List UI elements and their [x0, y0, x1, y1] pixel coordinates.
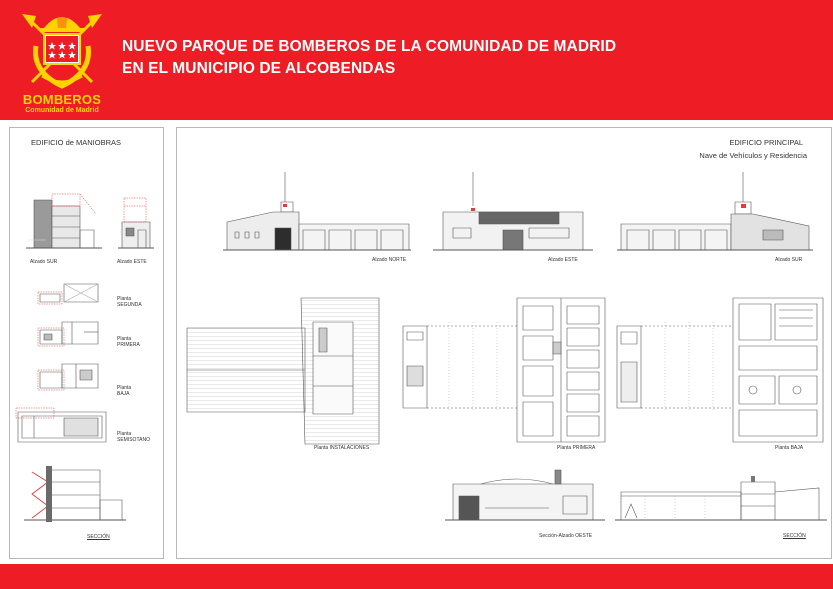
label-planta-semisotano-2: SEMISOTANO	[117, 437, 150, 443]
drawing-planta-primera	[399, 296, 609, 446]
label-planta-segunda	[117, 296, 142, 308]
footer-banner	[0, 564, 833, 589]
label-planta-segunda-2: SEGUNDA	[117, 302, 142, 308]
label-maniobras-alzado-este: Alzado ESTE	[117, 259, 147, 265]
drawing-seccion-principal	[615, 474, 827, 526]
drawing-maniobras-planta-semisotano	[14, 404, 110, 448]
drawing-maniobras-alzado-este	[116, 192, 156, 254]
label-planta-baja-2: BAJA	[117, 391, 130, 397]
label-planta-baja-1: Planta	[117, 385, 132, 391]
label-planta-primera-2: PRIMERA	[117, 342, 140, 348]
drawing-alzado-norte	[223, 172, 411, 254]
panel-subtitle-principal: Nave de Vehículos y Residencia	[699, 151, 807, 160]
label-planta-segunda-1: Planta	[117, 296, 132, 302]
drawing-alzado-este	[433, 172, 593, 254]
drawing-planta-baja	[613, 296, 827, 446]
label-planta-semisotano	[117, 431, 150, 443]
label-seccion-alzado-oeste: Sección-Alzado OESTE	[539, 533, 593, 539]
label-maniobras-seccion: SECCIÓN	[87, 534, 110, 540]
drawing-maniobras-alzado-sur	[24, 190, 104, 252]
label-alzado-norte: Alzado NORTE	[372, 257, 407, 263]
header-banner	[0, 0, 833, 120]
panel-title-principal: EDIFICIO PRINCIPAL	[729, 138, 803, 147]
drawing-planta-instalaciones	[185, 296, 385, 446]
label-planta-semisotano-1: Planta	[117, 431, 132, 437]
panel-edificio-principal	[176, 127, 832, 559]
label-maniobras-alzado-sur: Alzado SUR	[30, 259, 58, 265]
drawing-alzado-sur	[617, 172, 813, 254]
fire-emblem-icon	[8, 6, 116, 94]
logo-name: BOMBEROS	[22, 92, 102, 107]
label-planta-primera: Planta PRIMERA	[557, 445, 596, 451]
drawing-maniobras-seccion	[20, 460, 130, 528]
drawing-maniobras-planta-primera	[32, 318, 104, 348]
label-planta-primera-1: Planta	[117, 336, 132, 342]
label-planta-baja: Planta BAJA	[775, 445, 804, 451]
poster-title-line-1: NUEVO PARQUE DE BOMBEROS DE LA COMUNIDAD DE MADRID	[122, 38, 617, 55]
label-seccion-principal: SECCIÓN	[783, 533, 806, 539]
logo-subtitle: Comunidad de Madrid	[25, 107, 99, 114]
panel-title-maniobras: EDIFICIO de MANIOBRAS	[31, 138, 122, 147]
drawing-maniobras-planta-baja	[32, 360, 104, 392]
panel-edificio-maniobras	[9, 127, 164, 559]
label-alzado-este: Alzado ESTE	[548, 257, 578, 263]
label-planta-primera	[117, 336, 140, 348]
poster-title-line-2: EN EL MUNICIPIO DE ALCOBENDAS	[122, 60, 396, 77]
drawing-seccion-alzado-oeste	[445, 468, 605, 526]
label-alzado-sur: Alzado SUR	[775, 257, 803, 263]
bomberos-logo	[8, 6, 116, 116]
label-planta-instalaciones: Planta INSTALACIONES	[314, 445, 370, 451]
drawing-maniobras-planta-segunda	[32, 280, 104, 306]
label-planta-baja	[117, 385, 131, 397]
